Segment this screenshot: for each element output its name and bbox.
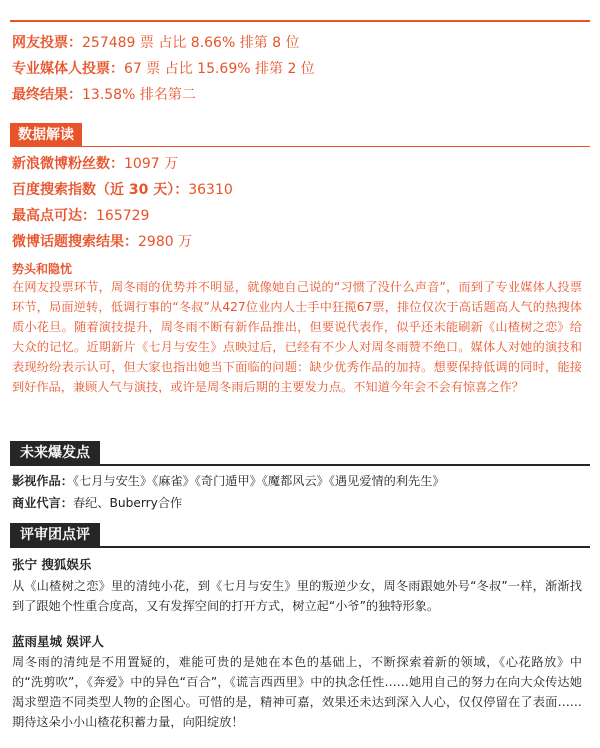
future-heading: 未来爆发点 [10,441,100,465]
baidu-index-label: 百度搜索指数（近 30 天）： [12,182,189,198]
weibo-fans-label: 新浪微博粉丝数： [12,156,124,172]
film-works [12,472,445,489]
baidu-index-value: 36310 [188,182,233,198]
review-heading: 评审团点评 [10,523,100,547]
reviewer-name: 蓝雨星城 娱评人 [12,634,104,649]
reviewer-comment: 从《山楂树之恋》里的清纯小花，到《七月与安生》里的叛逆少女，周冬雨跟她外号“冬叔”一样，渐渐找到了跟她个性重合度高，又有发挥空间的打开方式，树立起“小爷”的独特形象。 [12,579,582,613]
weibo-topic-value: 2980 万 [138,234,193,250]
netizen-vote-label: 网友投票： [12,35,82,51]
media-vote-label: 专业媒体人投票： [12,61,124,77]
future-rule [10,464,590,466]
media-vote [12,58,315,78]
top-divider [10,20,590,22]
weibo-topic [12,231,192,251]
media-vote-value: 67 票 占比 15.69% 排第 2 位 [124,61,315,77]
weibo-topic-label: 微博话题搜索结果： [12,234,138,250]
netizen-vote-value: 257489 票 占比 8.66% 排第 8 位 [82,35,300,51]
review-rule [10,546,590,548]
final-result [12,84,196,104]
trend-paragraph: 在网友投票环节，周冬雨的优势并不明显，就像她自己说的“习惯了没什么声音”，而到了专业媒体人投票环节，局面逆转，低调行事的“冬叔”从427位业内人士手中狂揽67票，排位仅次于高话题高人气的热搜体质小花旦。随着演技提升，周冬雨不断有新作品推出，但要说代表作，似乎还未能刷新《山楂树之恋》给大众的记忆。近期新片《七月与安生》点映过后，已经有不少人对周冬雨赞不绝口。媒体人对她的演技和表现纷纷表示认可，但大家也指出她当下面临的问题：缺少优秀作品的加持。想要保持低调的同时，能接到好作品，兼顾人气与演技，或许是周冬雨后期的主要发力点。不知道今年会不会有惊喜之作？ [12,280,582,394]
endorsements-label: 商业代言： [12,496,73,510]
netizen-vote [12,32,300,52]
data-section-heading: 数据解读 [10,123,82,147]
weibo-fans-value: 1097 万 [124,156,179,172]
reviewer-comment: 周冬雨的清纯是不用置疑的，难能可贵的是她在本色的基础上，不断探索着新的领域，《心花路放》中的“洗剪吹”，《奔爱》中的异色“百合”，《谎言西西里》中的执念任性……她用自己的努力在向大众传达她渴求塑造不同类型人物的企图心。可惜的是，精神可嘉，效果还未达到深入人心，仅仅停留在了表面……期待这朵小小山楂花积蓄力量，向阳绽放！ [12,655,582,729]
baidu-index [12,179,233,199]
weibo-fans [12,153,178,173]
final-result-value: 13.58% 排名第二 [82,87,196,103]
peak-index [12,205,149,225]
film-works-value: 《七月与安生》《麻雀》《奇门遁甲》《魔都风云》《遇见爱情的利先生》 [72,474,445,488]
final-result-label: 最终结果： [12,87,82,103]
data-section-rule [10,146,590,147]
trend-heading: 势头和隐忧 [12,262,73,276]
peak-index-label: 最高点可达： [12,208,96,224]
film-works-label: 影视作品： [12,474,73,488]
reviewer-name: 张宁 搜狐娱乐 [12,557,92,572]
endorsements [12,494,182,511]
peak-index-value: 165729 [96,208,150,224]
endorsements-value: 春纪、Buberry合作 [72,496,183,510]
